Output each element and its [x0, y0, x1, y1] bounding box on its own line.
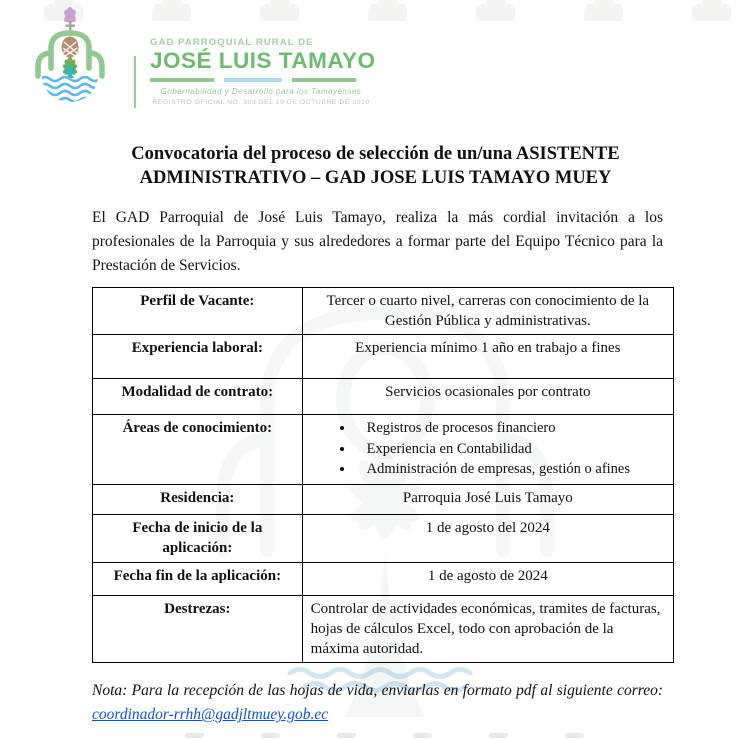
list-item: • Administración de empresas, gestión o afines	[355, 460, 665, 480]
registro-oficial-line: REGISTRO OFICIAL NO. 303 DEL 19 DE OCTUBRE DE 2010	[152, 98, 370, 106]
list-item: • Registros de procesos financiero	[355, 419, 665, 439]
org-tagline: Gobernabilidad y Desarrollo para los Tamayenses	[160, 86, 362, 96]
table-row-perfil	[93, 287, 674, 335]
table-row-destrezas	[93, 595, 674, 663]
intro-paragraph: El GAD Parroquial de José Luis Tamayo, realiza la más cordial invitación a los profesionales de la Parroquia y sus alrededores a formar parte del Equipo Técnico para la Prestación de Servicios.	[92, 208, 663, 274]
row-value: Experiencia mínimo 1 año en trabajo a fines	[302, 335, 673, 379]
row-label: Perfil de Vacante:	[93, 287, 303, 335]
row-value: 1 de agosto del 2024	[302, 515, 673, 563]
parish-emblem-icon	[18, 6, 122, 120]
row-label: Destrezas:	[93, 595, 303, 663]
footer-note	[92, 679, 663, 727]
letterhead	[0, 0, 751, 120]
knowledge-areas-list	[311, 419, 665, 480]
row-value: Servicios ocasionales por contrato	[302, 379, 673, 415]
table-row-areas	[93, 415, 674, 485]
org-name: JOSÉ LUIS TAMAYO	[150, 48, 376, 73]
table-row-experiencia	[93, 335, 674, 379]
row-label: Áreas de conocimiento:	[93, 415, 303, 485]
page-title: Convocatoria del proceso de selección de un/una ASISTENTE ADMINISTRATIVO – GAD JOSE LUIS TAMAYO MUEY	[131, 144, 620, 189]
row-value: Controlar de actividades económicas, tramites de facturas, hojas de cálculos Excel, todo con aprobación de la máxima autoridad.	[302, 595, 673, 663]
table-row-fecha-fin	[93, 562, 674, 595]
org-type-label: GAD PARROQUIAL RURAL DE	[150, 37, 314, 48]
row-label: Experiencia laboral:	[93, 335, 303, 379]
row-label: Fecha fin de la aplicación:	[93, 562, 303, 595]
row-value	[302, 415, 673, 485]
header-text-block	[150, 37, 376, 106]
header-divider	[134, 56, 136, 108]
table-row-residencia	[93, 485, 674, 515]
email-link[interactable]: coordinador-rrhh@gadjltmuey.gob.ec	[92, 706, 329, 724]
row-label: Modalidad de contrato:	[93, 379, 303, 415]
row-value: Parroquia José Luis Tamayo	[302, 485, 673, 515]
vacancy-table	[92, 287, 674, 663]
list-item: • Experiencia en Contabilidad	[355, 440, 665, 460]
row-value: Tercer o cuarto nivel, carreras con conocimiento de la Gestión Pública y administrativas.	[302, 287, 673, 335]
note-text: Nota: Para la recepción de las hojas de vida, enviarlas en formato pdf al siguiente correo:	[92, 682, 663, 700]
bottom-watermark-dashes	[185, 733, 584, 738]
row-label: Fecha de inicio de la aplicación:	[93, 515, 303, 563]
table-row-fecha-inicio	[93, 515, 674, 563]
row-value: 1 de agosto de 2024	[302, 562, 673, 595]
header-tricolor-bar	[150, 78, 372, 82]
table-row-modalidad	[93, 379, 674, 415]
row-label: Residencia:	[93, 485, 303, 515]
